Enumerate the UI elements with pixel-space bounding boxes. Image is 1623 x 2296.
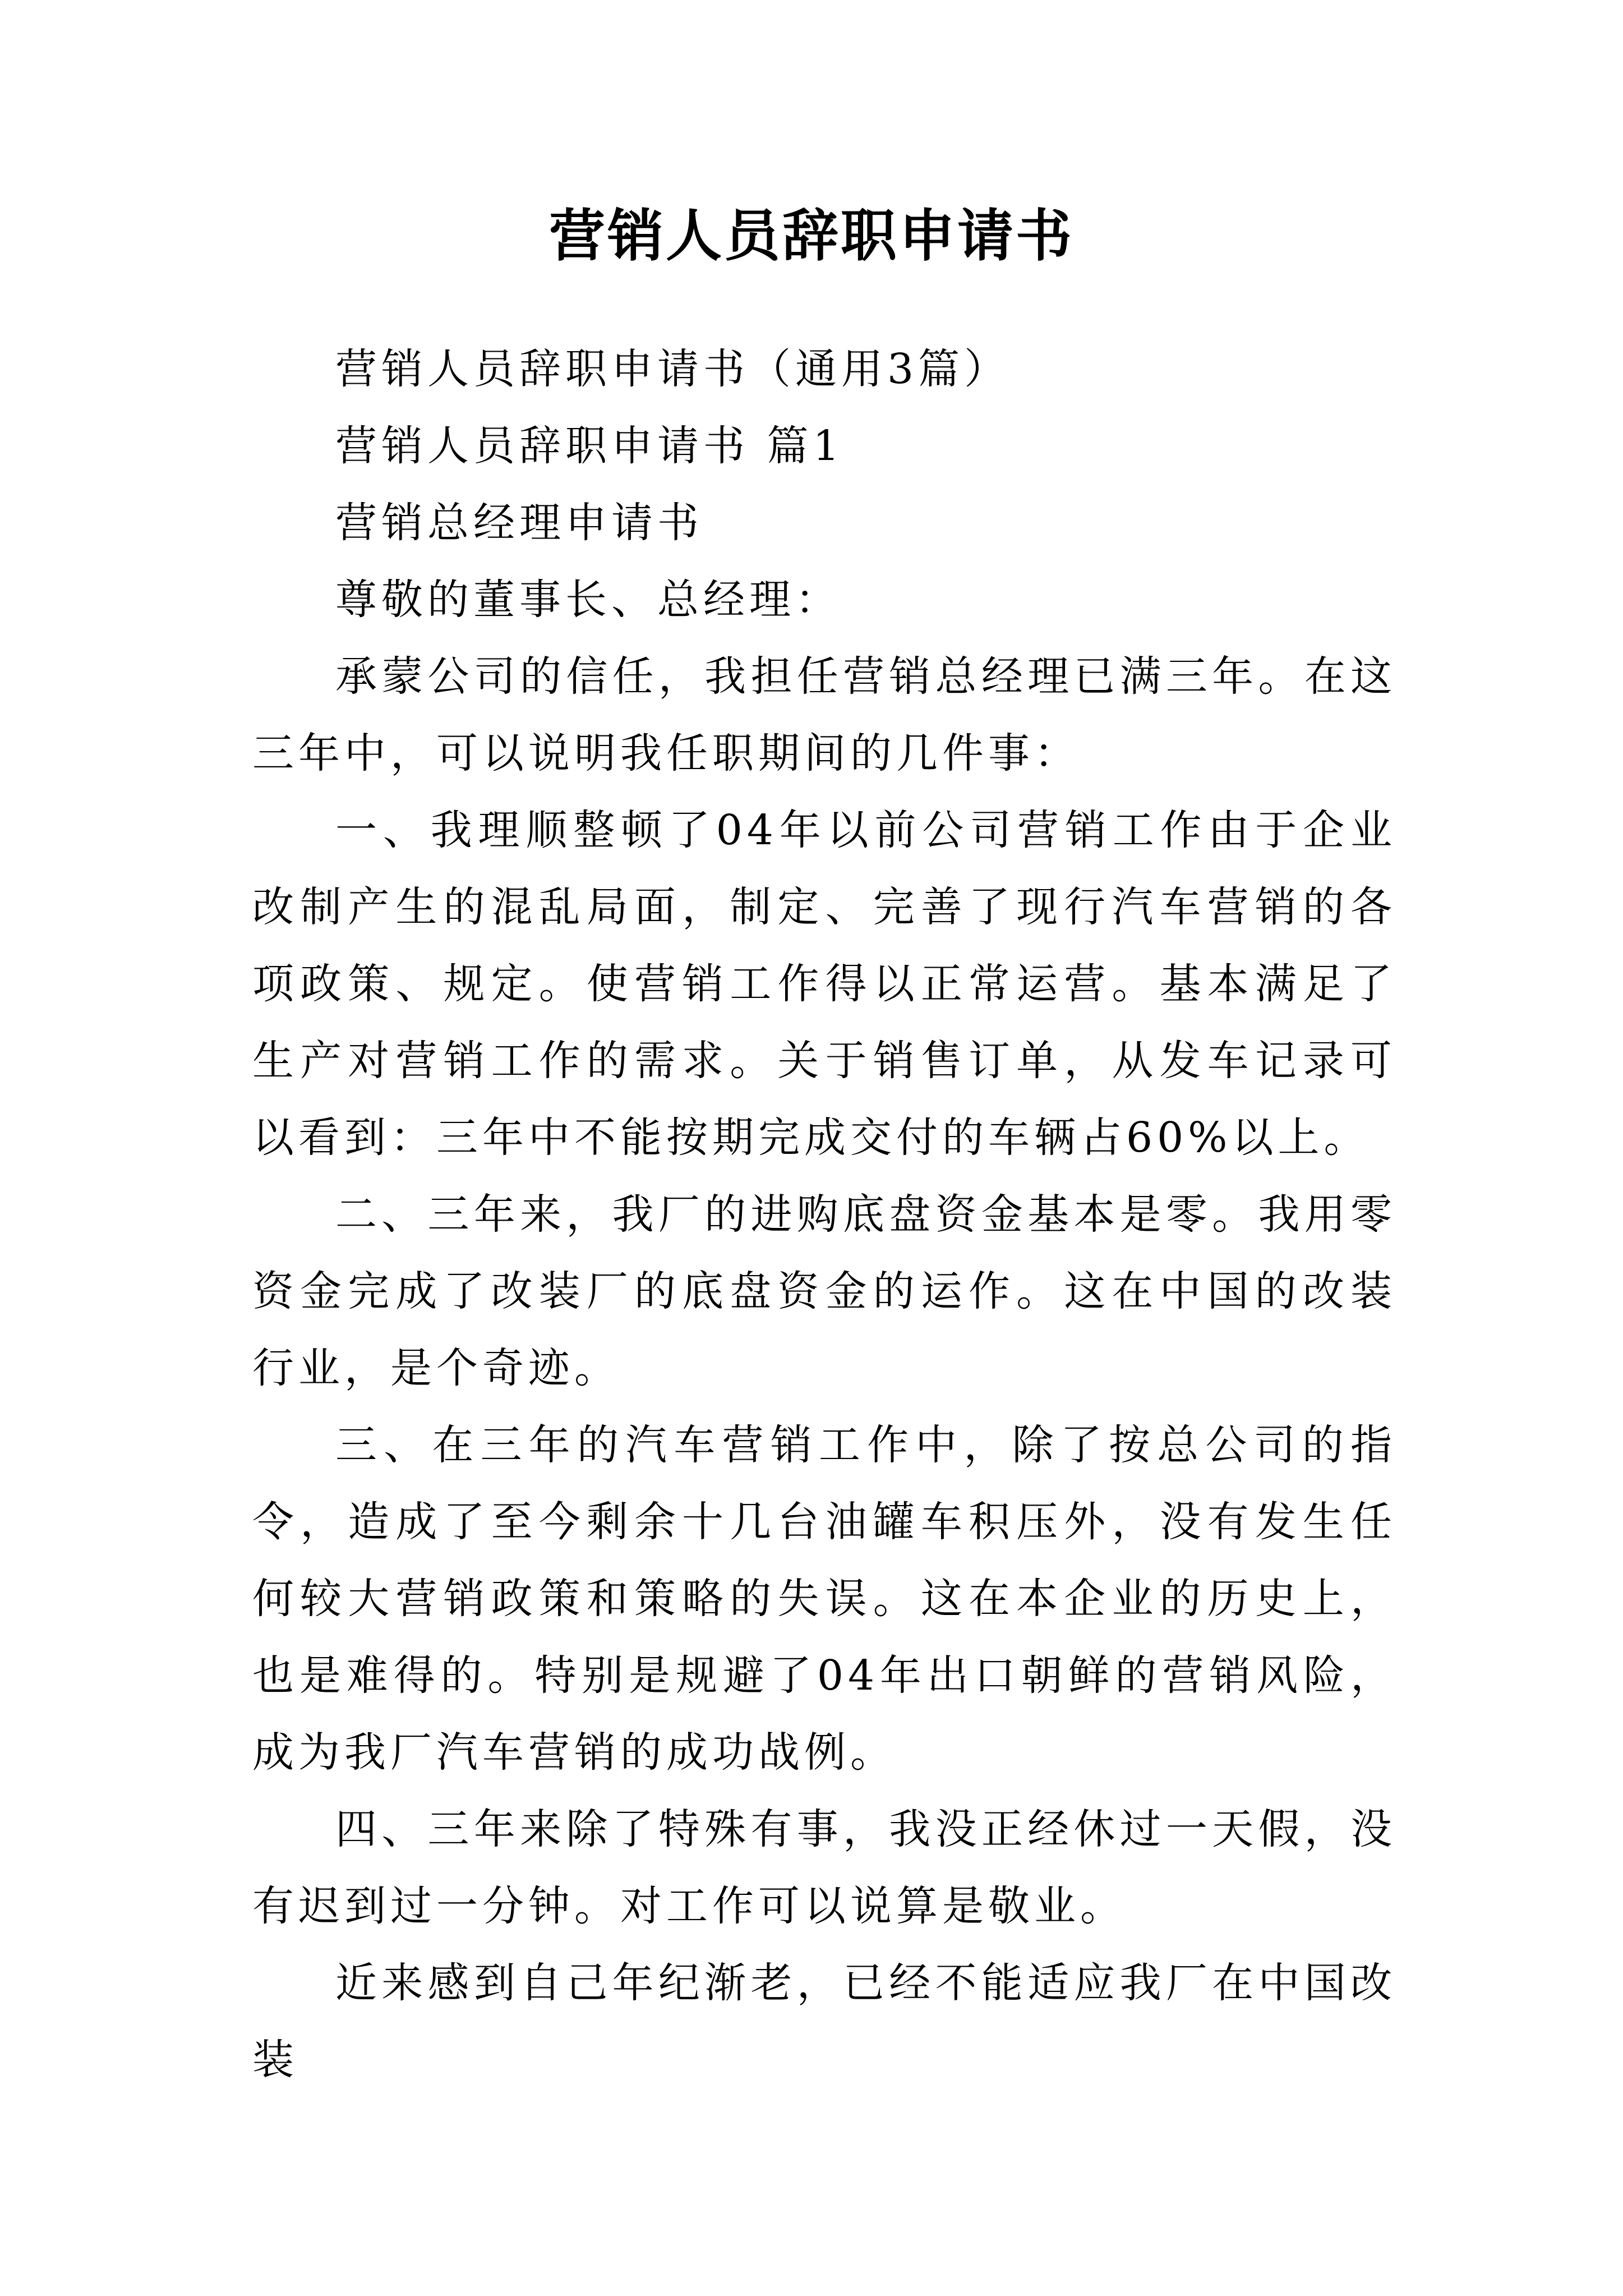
- document-title: 营销人员辞职申请书: [549, 203, 1074, 269]
- paragraph-section-heading: 营销人员辞职申请书 篇1: [335, 422, 844, 470]
- paragraph-closing: 近来感到自己年纪渐老，已经不能适应我厂在中国改装: [252, 1959, 1396, 2084]
- paragraph-intro: 承蒙公司的信任，我担任营销总经理已满三年。在这三年中，可以说明我任职期间的几件事：: [252, 652, 1396, 777]
- paragraph-letter-title: 营销总经理申请书: [335, 499, 703, 547]
- paragraph-point-4: 四、三年来除了特殊有事，我没正经休过一天假，没有迟到过一分钟。对工作可以说算是敬业。: [252, 1805, 1396, 1930]
- document-body: [252, 331, 1396, 2099]
- paragraph-salutation: 尊敬的董事长、总经理：: [335, 576, 841, 624]
- paragraph-point-3: 三、在三年的汽车营销工作中，除了按总公司的指令，造成了至今剩余十几台油罐车积压外，没有发生任何较大营销政策和策略的失误。这在本企业的历史上，也是难得的。特别是规避了04年出口朝鲜的营销风险，成为我厂汽车营销的成功战例。: [252, 1421, 1396, 1777]
- paragraph-point-2: 二、三年来，我厂的进购底盘资金基本是零。我用零资金完成了改装厂的底盘资金的运作。这在中国的改装行业，是个奇迹。: [252, 1190, 1396, 1392]
- paragraph-subtitle: 营销人员辞职申请书（通用3篇）: [335, 345, 1011, 393]
- paragraph-point-1: 一、我理顺整顿了04年以前公司营销工作由于企业改制产生的混乱局面，制定、完善了现行汽车营销的各项政策、规定。使营销工作得以正常运营。基本满足了生产对营销工作的需求。关于销售订单，从发车记录可以看到：三年中不能按期完成交付的车辆占60%以上。: [252, 806, 1396, 1162]
